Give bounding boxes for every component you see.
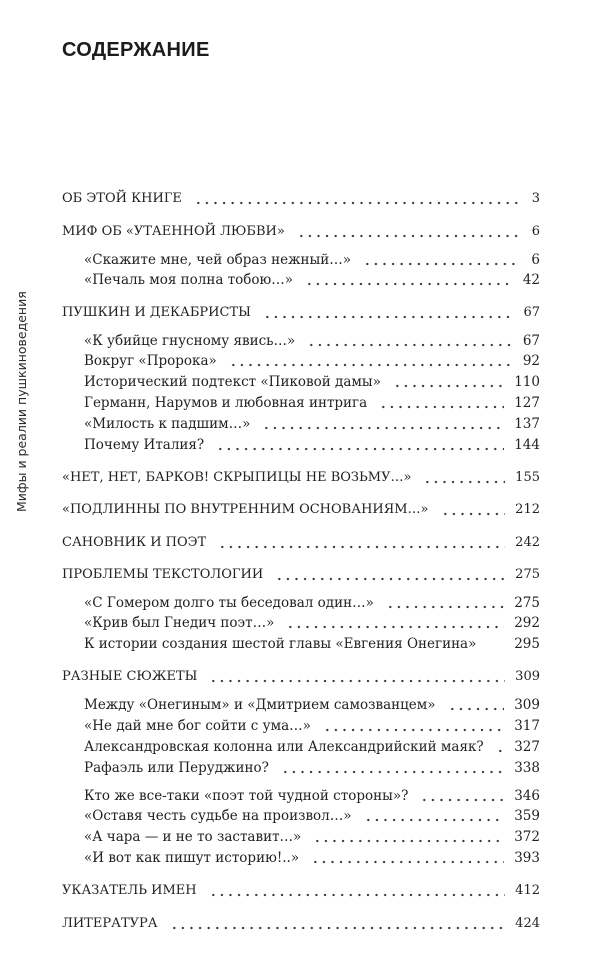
page-number: 242 <box>515 535 540 550</box>
dot-leader <box>263 303 514 323</box>
running-head: Мифы и реалии пушкиноведения <box>14 291 29 512</box>
toc-subsection <box>84 414 540 434</box>
page-number: 67 <box>522 333 540 349</box>
page-number: 127 <box>514 395 540 411</box>
dot-leader <box>363 250 521 270</box>
toc-subsection <box>84 786 540 806</box>
page-number: 92 <box>522 353 540 369</box>
page-number: 412 <box>515 883 540 898</box>
toc-subsection <box>84 435 540 455</box>
dot-leader <box>281 758 504 778</box>
section-title: САНОВНИК И ПОЭТ <box>62 535 207 550</box>
toc-subsection <box>84 270 540 290</box>
subsection-title: «С Гомером долго ты беседовал один…» <box>84 595 374 611</box>
subsection-title: «А чара — и не то заставит…» <box>84 829 302 845</box>
page-number: 309 <box>514 697 540 713</box>
section-title: РАЗНЫЕ СЮЖЕТЫ <box>62 669 198 684</box>
section-title: «ПОДЛИННЫ ПО ВНУТРЕННИМ ОСНОВАНИЯМ…» <box>62 502 429 517</box>
page-number: 309 <box>515 669 540 684</box>
toc-section <box>62 500 540 520</box>
page-number: 212 <box>515 502 540 517</box>
toc-subsection <box>84 351 540 371</box>
toc-subsection <box>84 827 540 847</box>
page-number: 338 <box>514 760 540 776</box>
dot-leader <box>423 468 505 488</box>
dot-leader <box>488 634 504 654</box>
dot-leader <box>386 593 504 613</box>
subsection-title: «Скажите мне, чей образ нежный…» <box>84 252 352 268</box>
subsection-title: Между «Онегиным» и «Дмитрием самозванцем» <box>84 697 436 713</box>
page-number: 359 <box>514 808 540 824</box>
dot-leader <box>297 222 522 242</box>
page-number: 393 <box>514 850 540 866</box>
dot-leader <box>286 613 504 633</box>
dot-leader <box>209 667 505 687</box>
toc-subsection <box>84 613 540 633</box>
toc-subsection <box>84 848 540 868</box>
dot-leader <box>194 189 522 209</box>
dot-leader <box>307 331 513 351</box>
toc-subsection <box>84 716 540 736</box>
subsection-title: «Милость к падшим…» <box>84 416 251 432</box>
subsection-title: «К убийце гнусному явись…» <box>84 333 296 349</box>
page-number: 67 <box>523 305 540 320</box>
page-number: 424 <box>515 916 540 931</box>
subsection-title: «Не дай мне бог сойти с ума…» <box>84 718 311 734</box>
dot-leader <box>364 806 505 826</box>
page-number: 295 <box>514 636 540 652</box>
subsection-title: Александровская колонна или Александрийский маяк? <box>84 739 484 755</box>
section-title: ПУШКИН И ДЕКАБРИСТЫ <box>62 305 251 320</box>
section-title: ПРОБЛЕМЫ ТЕКСТОЛОГИИ <box>62 567 264 582</box>
page-number: 327 <box>514 739 540 755</box>
toc-section <box>62 881 540 901</box>
page-number: 317 <box>514 718 540 734</box>
page-number: 275 <box>514 595 540 611</box>
toc-subsection <box>84 758 540 778</box>
dot-leader <box>275 565 505 585</box>
toc-subsection <box>84 250 540 270</box>
toc-subsection <box>84 372 540 392</box>
dot-leader <box>323 716 504 736</box>
dot-leader <box>496 737 505 757</box>
subsection-title: Почему Италия? <box>84 437 205 453</box>
section-title: МИФ ОБ «УТАЕННОЙ ЛЮБВИ» <box>62 224 285 239</box>
toc-subsection <box>84 593 540 613</box>
dot-leader <box>262 414 504 434</box>
subsection-title: «Крив был Гнедич поэт…» <box>84 615 275 631</box>
subsection-title: Вокруг «Пророка» <box>84 353 217 369</box>
subsection-title: Исторический подтекст «Пиковой дамы» <box>84 374 381 390</box>
section-title: ЛИТЕРАТУРА <box>62 916 158 931</box>
dot-leader <box>448 695 505 715</box>
toc-section <box>62 468 540 488</box>
toc-section <box>62 667 540 687</box>
toc-subsection <box>84 393 540 413</box>
toc-subsection <box>84 695 540 715</box>
subsection-title: «Оставя честь судьбе на произвол…» <box>84 808 352 824</box>
subsection-title: К истории создания шестой главы «Евгения Онегина» <box>84 636 477 652</box>
dot-leader <box>379 393 504 413</box>
page-number: 144 <box>514 437 540 453</box>
toc-subsection <box>84 634 540 654</box>
dot-leader <box>311 848 504 868</box>
section-title: ОБ ЭТОЙ КНИГЕ <box>62 191 182 206</box>
toc-section <box>62 914 540 934</box>
dot-leader <box>420 786 504 806</box>
page-number: 110 <box>514 374 540 390</box>
subsection-title: Рафаэль или Перуджино? <box>84 760 269 776</box>
page-number: 6 <box>531 224 540 239</box>
toc-section <box>62 565 540 585</box>
toc-subsection <box>84 737 540 757</box>
page-number: 292 <box>514 615 540 631</box>
subsection-title: Германн, Нарумов и любовная интрига <box>84 395 368 411</box>
toc-subsection <box>84 806 540 826</box>
dot-leader <box>218 533 505 553</box>
page-number: 372 <box>514 829 540 845</box>
dot-leader <box>209 881 506 901</box>
toc-section <box>62 222 540 242</box>
toc-section <box>62 533 540 553</box>
section-title: «НЕТ, НЕТ, БАРКОВ! СКРЫПИЦЫ НЕ ВОЗЬМУ…» <box>62 470 412 485</box>
dot-leader <box>441 500 506 520</box>
page-number: 6 <box>531 252 540 268</box>
subsection-title: «И вот как пишут историю!..» <box>84 850 300 866</box>
dot-leader <box>229 351 513 371</box>
subsection-title: «Печаль моя полна тобою…» <box>84 272 294 288</box>
toc-section <box>62 303 540 323</box>
page-number: 137 <box>514 416 540 432</box>
toc-section <box>62 189 540 209</box>
dot-leader <box>313 827 504 847</box>
dot-leader <box>393 372 504 392</box>
toc-subsection <box>84 331 540 351</box>
subsection-title: Кто же все-таки «поэт той чудной стороны»? <box>84 788 409 804</box>
section-title: УКАЗАТЕЛЬ ИМЕН <box>62 883 197 898</box>
page-number: 42 <box>522 272 540 288</box>
page-number: 3 <box>531 191 540 206</box>
dot-leader <box>216 435 504 455</box>
page-number: 275 <box>515 567 540 582</box>
dot-leader <box>305 270 513 290</box>
page-title: СОДЕРЖАНИЕ <box>62 39 210 61</box>
dot-leader <box>170 914 506 934</box>
page-number: 155 <box>515 470 540 485</box>
page-number: 346 <box>514 788 540 804</box>
